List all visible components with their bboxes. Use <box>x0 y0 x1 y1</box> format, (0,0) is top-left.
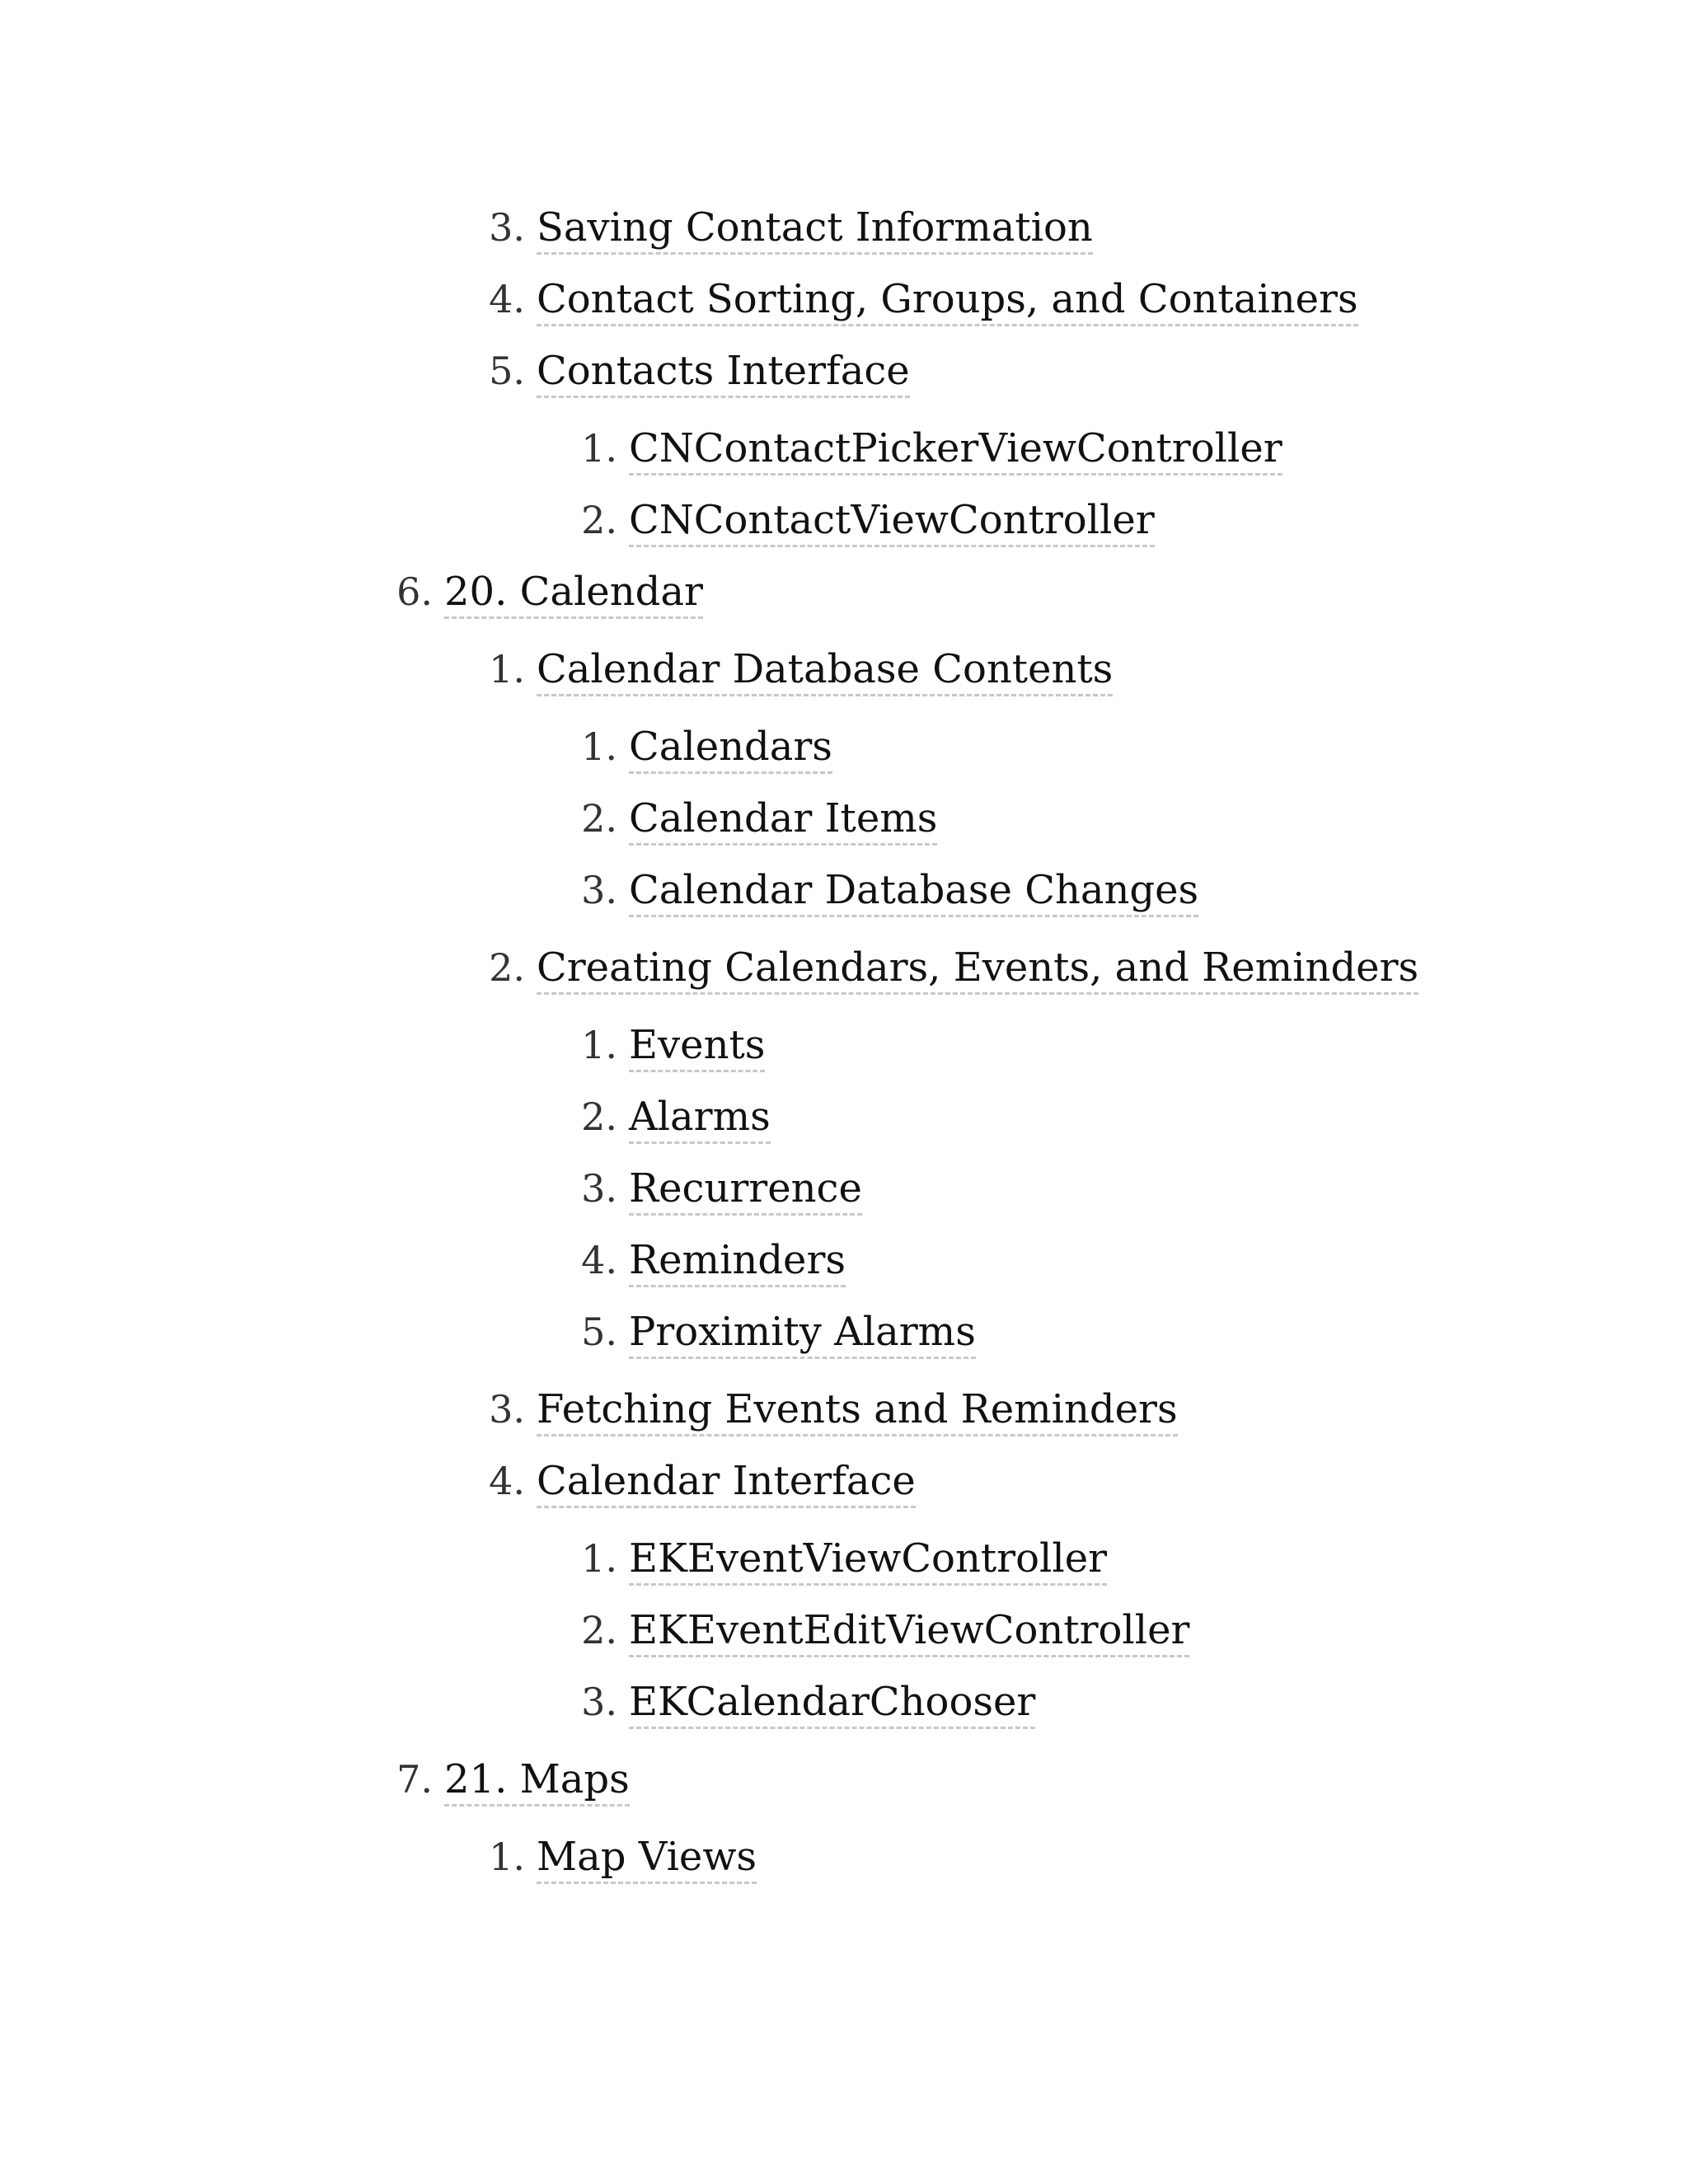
toc-link-ekeventviewcontroller[interactable]: EKEventViewController <box>629 1535 1107 1586</box>
toc-item-saving-contact-information <box>489 194 1093 260</box>
toc-link-saving-contact-information[interactable]: Saving Contact Information <box>537 204 1093 255</box>
toc-item-cncontactpickerviewcontroller <box>581 415 1282 481</box>
toc-link-calendar-items[interactable]: Calendar Items <box>629 795 937 846</box>
toc-item-number: 2. <box>581 498 617 542</box>
toc-item-events <box>581 1012 766 1078</box>
toc-link-alarms[interactable]: Alarms <box>629 1094 771 1144</box>
toc-item-number: 2. <box>581 1608 617 1652</box>
toc-item-number: 3. <box>581 1166 617 1211</box>
toc-item-number: 5. <box>489 349 525 393</box>
toc-link-cncontactviewcontroller[interactable]: CNContactViewController <box>629 497 1155 547</box>
toc-link-cncontactpickerviewcontroller[interactable]: CNContactPickerViewController <box>629 425 1282 476</box>
toc-item-number: 4. <box>489 1459 525 1503</box>
toc-link-reminders[interactable]: Reminders <box>629 1237 846 1287</box>
toc-item-cncontactviewcontroller <box>581 487 1155 553</box>
toc-item-calendar-chapter <box>396 559 703 625</box>
toc-link-calendar-database-contents[interactable]: Calendar Database Contents <box>537 646 1113 696</box>
toc-link-creating-calendars[interactable]: Creating Calendars, Events, and Reminders <box>537 944 1418 995</box>
toc-link-map-views[interactable]: Map Views <box>537 1834 757 1884</box>
toc-item-reminders <box>581 1227 846 1293</box>
toc-item-calendar-database-changes <box>581 857 1199 923</box>
toc-item-ekcalendarchooser <box>581 1669 1036 1735</box>
toc-item-number: 4. <box>581 1238 617 1282</box>
toc-item-contact-sorting <box>489 266 1358 332</box>
toc-item-ekeventeditviewcontroller <box>581 1597 1190 1663</box>
toc-link-calendar-chapter[interactable]: 20. Calendar <box>444 569 703 619</box>
toc-link-calendar-database-changes[interactable]: Calendar Database Changes <box>629 867 1198 917</box>
toc-link-proximity-alarms[interactable]: Proximity Alarms <box>629 1309 976 1359</box>
toc-item-alarms <box>581 1084 771 1150</box>
toc-item-number: 3. <box>489 1387 525 1432</box>
toc-item-number: 3. <box>489 205 525 250</box>
toc-item-fetching-events <box>489 1376 1178 1442</box>
toc-item-number: 1. <box>489 647 525 691</box>
toc-item-number: 2. <box>581 796 617 841</box>
toc-item-number: 1. <box>581 426 617 471</box>
toc-link-fetching-events[interactable]: Fetching Events and Reminders <box>537 1386 1178 1436</box>
toc-item-number: 4. <box>489 277 525 321</box>
toc-item-number: 3. <box>581 1680 617 1724</box>
toc-item-number: 5. <box>581 1310 617 1354</box>
toc-item-calendar-database-contents <box>489 636 1114 702</box>
toc-item-number: 1. <box>581 1023 617 1067</box>
toc-item-number: 3. <box>581 868 617 912</box>
toc-link-ekcalendarchooser[interactable]: EKCalendarChooser <box>629 1679 1035 1729</box>
toc-item-map-views <box>489 1824 757 1890</box>
toc-link-events[interactable]: Events <box>629 1022 765 1072</box>
toc-item-maps-chapter <box>396 1746 630 1812</box>
toc-item-contacts-interface <box>489 338 910 404</box>
toc-item-ekeventviewcontroller <box>581 1526 1108 1591</box>
toc-item-calendars <box>581 714 832 780</box>
toc-item-number: 2. <box>489 945 525 990</box>
toc-link-maps-chapter[interactable]: 21. Maps <box>444 1756 630 1807</box>
toc-link-calendar-interface[interactable]: Calendar Interface <box>537 1458 916 1508</box>
toc-item-calendar-items <box>581 785 938 851</box>
toc-link-ekeventeditviewcontroller[interactable]: EKEventEditViewController <box>629 1607 1189 1657</box>
toc-link-contact-sorting[interactable]: Contact Sorting, Groups, and Containers <box>537 276 1358 326</box>
toc-item-recurrence <box>581 1155 862 1221</box>
toc-item-calendar-interface <box>489 1448 916 1514</box>
toc-item-number: 1. <box>489 1835 525 1879</box>
toc-item-number: 1. <box>581 724 617 769</box>
toc-item-number: 2. <box>581 1094 617 1139</box>
toc-link-contacts-interface[interactable]: Contacts Interface <box>537 348 910 398</box>
toc-link-recurrence[interactable]: Recurrence <box>629 1165 862 1216</box>
toc-item-proximity-alarms <box>581 1299 976 1365</box>
toc-item-creating-calendars <box>489 935 1419 1001</box>
toc-item-number: 7. <box>396 1757 433 1802</box>
toc-item-number: 1. <box>581 1536 617 1581</box>
toc-item-number: 6. <box>396 569 433 614</box>
toc-link-calendars[interactable]: Calendars <box>629 724 832 774</box>
